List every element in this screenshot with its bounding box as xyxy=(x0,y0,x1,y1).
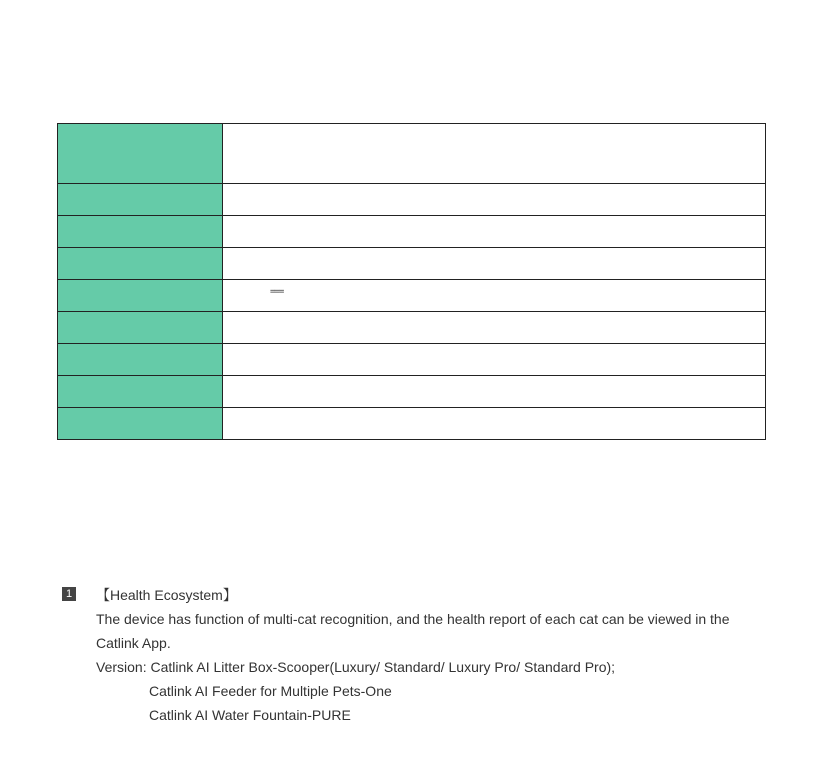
row-value xyxy=(223,124,766,184)
table-row xyxy=(58,248,766,280)
row-value xyxy=(223,280,766,312)
table-row xyxy=(58,376,766,408)
row-value xyxy=(223,216,766,248)
version-item: Catlink AI Feeder for Multiple Pets-One xyxy=(149,683,392,699)
section-title: 【Health Ecosystem】 xyxy=(96,587,237,603)
table-row xyxy=(58,312,766,344)
spec-table xyxy=(57,123,766,440)
row-value-mark: === xyxy=(270,287,284,297)
version-line: Version: Catlink AI Litter Box-Scooper(Luxury/ Standard/ Luxury Pro/ Standard Pro); xyxy=(96,659,616,675)
row-value xyxy=(223,376,766,408)
row-value xyxy=(223,248,766,280)
table-row xyxy=(58,216,766,248)
row-value xyxy=(223,184,766,216)
row-key xyxy=(58,216,223,248)
table-row xyxy=(58,124,766,184)
row-key xyxy=(58,344,223,376)
row-value xyxy=(223,344,766,376)
table-row xyxy=(58,408,766,440)
row-key xyxy=(58,184,223,216)
health-ecosystem-section xyxy=(62,583,782,727)
row-key xyxy=(58,408,223,440)
row-key xyxy=(58,376,223,408)
row-key xyxy=(58,312,223,344)
table-row xyxy=(58,344,766,376)
row-value xyxy=(223,312,766,344)
row-key xyxy=(58,248,223,280)
row-key xyxy=(58,124,223,184)
table-row xyxy=(58,184,766,216)
section-desc-line: Catlink App. xyxy=(96,635,171,651)
row-value xyxy=(223,408,766,440)
section-number-badge: 1 xyxy=(62,587,76,601)
row-key xyxy=(58,280,223,312)
section-desc-line: The device has function of multi-cat recognition, and the health report of each cat can be viewed in the xyxy=(96,611,730,627)
table-row xyxy=(58,280,766,312)
section-body xyxy=(96,583,782,727)
version-item: Catlink AI Water Fountain-PURE xyxy=(149,707,351,723)
